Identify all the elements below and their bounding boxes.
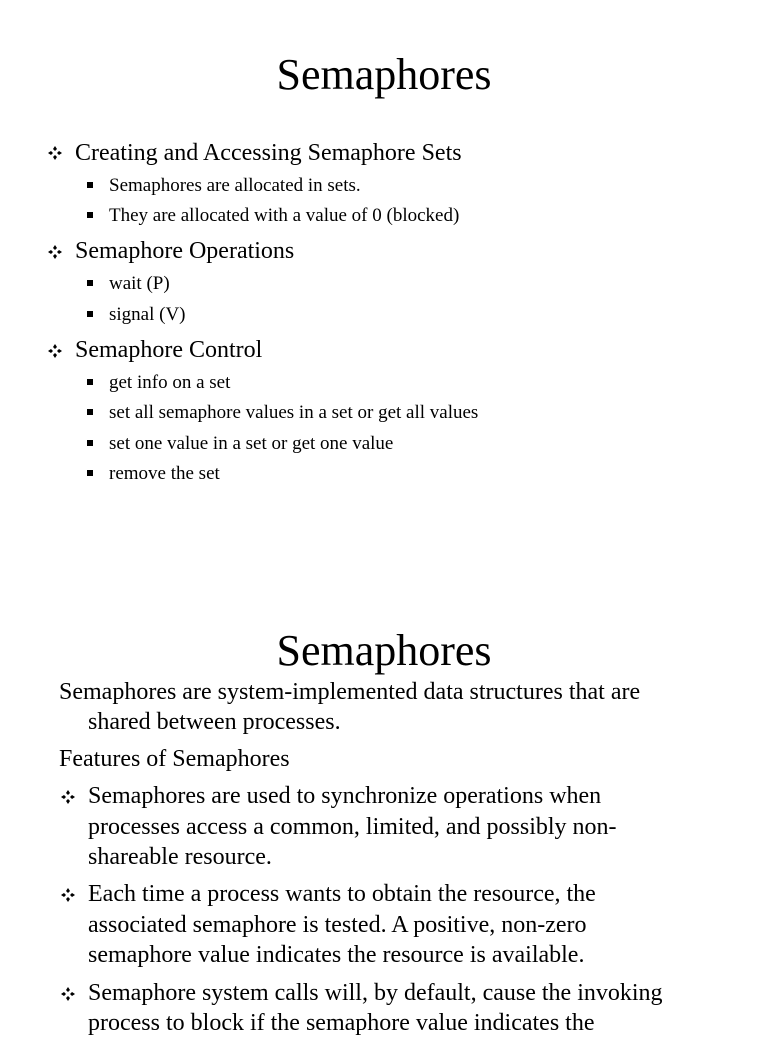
feature-bullet-line: shareable resource. bbox=[88, 844, 272, 870]
list-item-label: Creating and Accessing Semaphore Sets bbox=[75, 140, 462, 166]
sub-list-item: get info on a set bbox=[109, 372, 231, 393]
feature-bullet-line: Semaphore system calls will, by default, cause the invoking bbox=[88, 980, 663, 1006]
feature-bullet-line: Each time a process wants to obtain the resource, the bbox=[88, 881, 596, 907]
sub-list-item: set all semaphore values in a set or get all values bbox=[109, 402, 479, 423]
square-bullet-icon bbox=[87, 182, 93, 188]
feature-bullet-line: process to block if the semaphore value indicates the bbox=[88, 1010, 595, 1036]
diamond-bullet-icon bbox=[61, 790, 75, 804]
intro-text: Semaphores are system-implemented data structures that are bbox=[59, 679, 641, 705]
sub-list-item: set one value in a set or get one value bbox=[109, 433, 394, 454]
diamond-bullet-icon bbox=[48, 245, 62, 259]
slide-1-title: Semaphores bbox=[276, 50, 492, 99]
list-item-label: Semaphore Operations bbox=[75, 238, 295, 264]
sub-list-item: Semaphores are allocated in sets. bbox=[109, 175, 361, 196]
intro-text: shared between processes. bbox=[88, 709, 341, 735]
diamond-bullet-icon bbox=[48, 146, 62, 160]
square-bullet-icon bbox=[87, 470, 93, 476]
sub-list-item: They are allocated with a value of 0 (blocked) bbox=[109, 205, 460, 226]
feature-bullet-line: Semaphores are used to synchronize operations when bbox=[88, 783, 602, 809]
square-bullet-icon bbox=[87, 379, 93, 385]
square-bullet-icon bbox=[87, 280, 93, 286]
feature-bullet-line: associated semaphore is tested. A positive, non-zero bbox=[88, 912, 587, 938]
square-bullet-icon bbox=[87, 212, 93, 218]
sub-list-item: remove the set bbox=[109, 463, 220, 484]
features-heading: Features of Semaphores bbox=[59, 746, 290, 772]
square-bullet-icon bbox=[87, 311, 93, 317]
slide-2 bbox=[0, 600, 768, 1036]
diamond-bullet-icon bbox=[48, 344, 62, 358]
square-bullet-icon bbox=[87, 440, 93, 446]
slide-2-title: Semaphores bbox=[276, 626, 492, 675]
square-bullet-icon bbox=[87, 409, 93, 415]
diamond-bullet-icon bbox=[61, 888, 75, 902]
list-item-label: Semaphore Control bbox=[75, 337, 263, 363]
sub-list-item: signal (V) bbox=[109, 304, 186, 325]
feature-bullet-line: semaphore value indicates the resource is available. bbox=[88, 942, 585, 968]
diamond-bullet-icon bbox=[61, 987, 75, 1001]
sub-list-item: wait (P) bbox=[109, 273, 170, 294]
feature-bullet-line: processes access a common, limited, and possibly non- bbox=[88, 814, 617, 840]
